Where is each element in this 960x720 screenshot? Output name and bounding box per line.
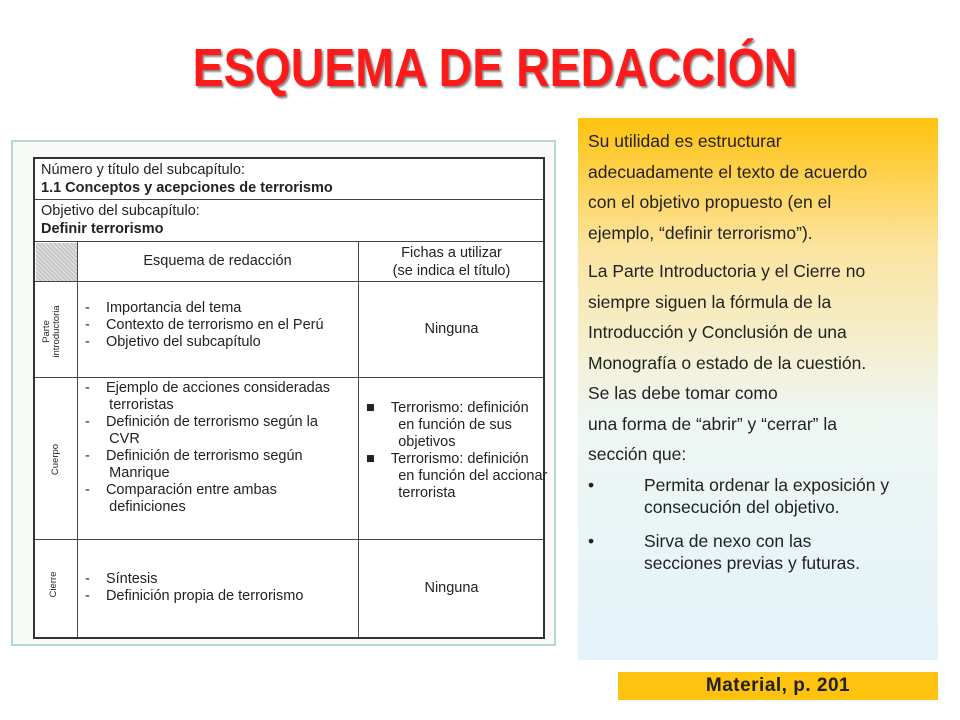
subchapter-title: 1.1 Conceptos y acepciones de terrorismo [41, 180, 333, 196]
table-divider [358, 241, 359, 637]
page-title: ESQUEMA DE REDACCIÓN [192, 38, 798, 98]
section-items-body [85, 380, 330, 516]
section-label-intro: Parte introductoria [41, 305, 62, 358]
panel-line: Introducción y Conclusión de una [588, 322, 847, 342]
list-item: en función del accionar [398, 468, 548, 484]
table-divider [35, 539, 543, 540]
list-item: terrorista [398, 485, 456, 501]
table-divider [35, 377, 543, 378]
panel-line: Se las debe tomar como [588, 383, 778, 403]
list-item: - Definición propia de terrorismo [85, 588, 304, 604]
list-item: - Contexto de terrorismo en el Perú [85, 317, 324, 333]
list-item: definiciones [109, 499, 186, 515]
redaction-schema-table [33, 157, 548, 639]
list-item: - Comparación entre ambas [85, 482, 277, 498]
list-item: - Importancia del tema [85, 300, 242, 316]
panel-line: Monografía o estado de la cuestión. [588, 352, 867, 373]
section-label-body: Cuerpo [50, 443, 61, 476]
table-divider [35, 241, 543, 242]
hatched-corner-cell [36, 243, 77, 281]
panel-line: sección que: [588, 444, 687, 464]
column-header-fichas-2: (se indica el título) [392, 263, 511, 279]
list-item: en función de sus [398, 417, 512, 433]
fichas-body [366, 400, 547, 502]
panel-line: Su utilidad es estructurar [588, 131, 782, 151]
bullet-item: • Permita ordenar la exposición y consecución del objetivo. [588, 474, 890, 517]
panel-line: una forma de “abrir” y “cerrar” la [588, 413, 837, 434]
bullet-icon: • [588, 474, 595, 495]
list-item: - Definición de terrorismo según la [85, 414, 318, 430]
section-items-intro [85, 300, 324, 351]
table-divider [35, 281, 543, 282]
list-item: - Ejemplo de acciones consideradas [85, 380, 331, 396]
bullet-item: • Sirva de nexo con las secciones previas y futuras. [588, 530, 860, 573]
list-item: objetivos [398, 434, 456, 450]
fichas-closing: Ninguna [424, 580, 479, 596]
list-item: Manrique [109, 465, 170, 481]
explanation-panel [578, 118, 938, 660]
table-divider [35, 199, 543, 200]
section-items-closing [85, 571, 303, 605]
scanned-table-image [11, 140, 556, 646]
fichas-intro: Ninguna [424, 321, 479, 337]
panel-line: siempre siguen la fórmula de la [588, 291, 832, 312]
list-item: - Objetivo del subcapítulo [85, 334, 261, 350]
table-divider [77, 241, 78, 637]
list-item: - Definición de terrorismo según [85, 448, 303, 464]
list-item: terroristas [109, 397, 174, 413]
subchapter-label: Número y título del subcapítulo: [41, 162, 245, 178]
panel-line: ejemplo, “definir terrorismo”). [588, 222, 813, 243]
column-header-schema: Esquema de redacción [143, 253, 292, 269]
objective-value: Definir terrorismo [41, 221, 164, 237]
panel-line: adecuadamente el texto de acuerdo [588, 161, 868, 182]
list-item: CVR [109, 431, 140, 447]
list-item: ■ Terrorismo: definición [366, 451, 529, 467]
column-header-fichas-1: Fichas a utilizar [401, 245, 502, 261]
bullet-icon: • [588, 530, 595, 551]
section-label-closing: Cierre [48, 571, 59, 598]
objective-label: Objetivo del subcapítulo: [41, 203, 200, 219]
list-item: - Síntesis [85, 571, 158, 587]
list-item: ■ Terrorismo: definición [366, 400, 529, 416]
panel-line: La Parte Introductoria y el Cierre no [588, 261, 866, 281]
source-reference: Material, p. 201 [618, 672, 938, 700]
panel-line: con el objetivo propuesto (en el [588, 192, 832, 212]
